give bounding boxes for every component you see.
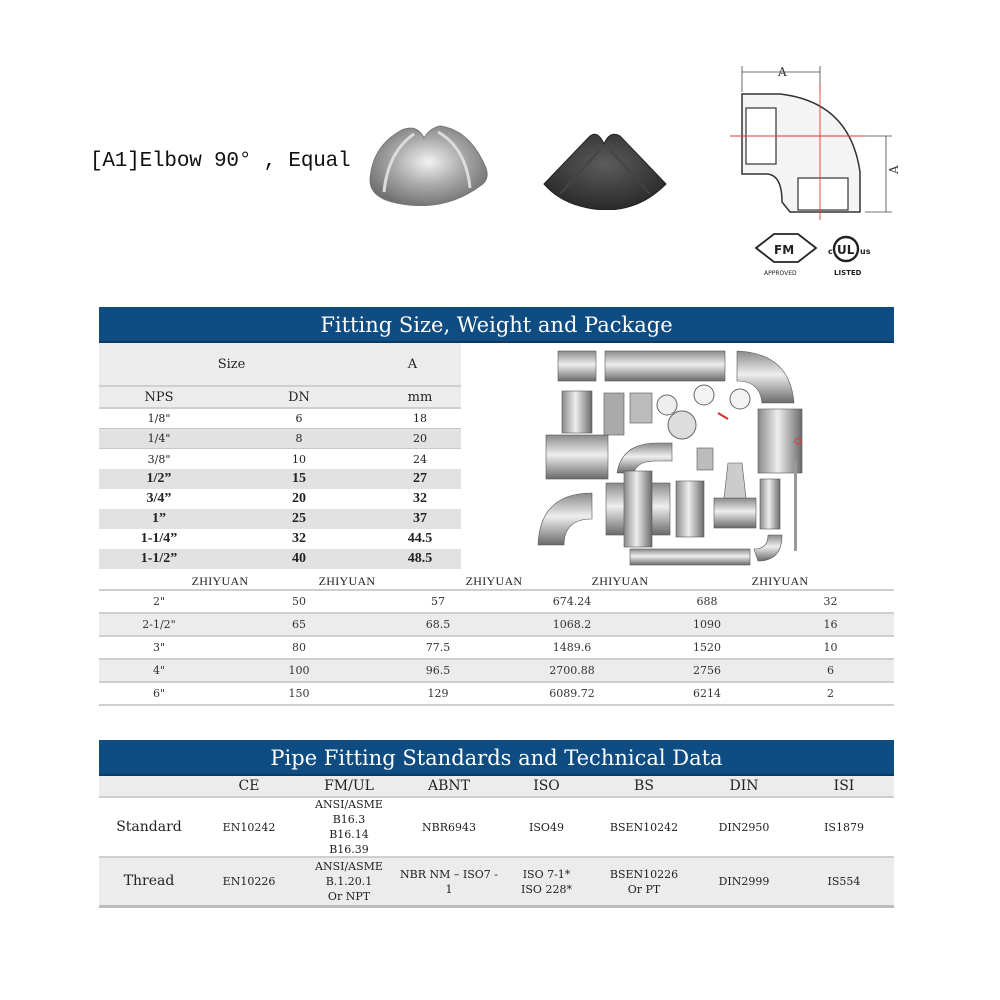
cell-nps: 2-1/2" <box>142 618 176 631</box>
svg-text:UL: UL <box>837 243 855 257</box>
cell-abnt <box>399 867 499 897</box>
cell-mm: 18 <box>413 412 427 425</box>
cell-mm: 32 <box>413 491 427 506</box>
cell-line: Or NPT <box>327 890 371 903</box>
cell-nps: 6" <box>152 687 166 700</box>
cell-line: B16.39 <box>329 843 369 856</box>
svg-text:FM: FM <box>774 243 795 257</box>
table-row-thread <box>99 858 894 908</box>
dimension-drawing <box>720 62 910 292</box>
row-label: Standard <box>116 818 182 835</box>
table-header-row <box>99 387 461 409</box>
svg-text:c: c <box>828 247 833 256</box>
cell-line: ANSI/ASME <box>315 798 383 811</box>
cell-mm: 129 <box>427 687 449 700</box>
cell-value: 6089.72 <box>549 687 595 700</box>
column-header-dn: DN <box>288 389 310 405</box>
table-row <box>99 509 461 529</box>
cell-mm: 24 <box>413 452 427 466</box>
size-header: Size <box>217 356 246 372</box>
cell-line: Or PT <box>627 882 661 896</box>
column-header-iso: ISO <box>533 777 560 794</box>
cell-ce: EN10226 <box>222 875 276 888</box>
cell-value: 6214 <box>693 687 721 700</box>
standards-table <box>99 776 894 908</box>
size-table-small <box>99 343 461 569</box>
cell-value: 1489.6 <box>552 641 592 654</box>
table-header-row <box>99 776 894 798</box>
cell-value: 2700.88 <box>549 664 595 677</box>
table-row <box>99 637 894 660</box>
dimension-label-a-side: A <box>887 165 901 174</box>
cell-line: ISO 7-1* <box>522 867 571 881</box>
table-row <box>99 409 461 429</box>
cell-dn: 6 <box>295 412 303 425</box>
cell-dn: 15 <box>292 471 306 486</box>
svg-text:us: us <box>860 247 871 256</box>
product-title: [A1]Elbow 90° , Equal <box>90 150 351 173</box>
table-row <box>99 660 894 683</box>
cell-din: DIN2950 <box>718 820 770 834</box>
cell-dn: 25 <box>292 511 306 526</box>
cell-mm: 20 <box>413 432 427 445</box>
cell-line: B16.14 <box>329 828 369 841</box>
cell-value: 688 <box>696 595 718 608</box>
cell-iso <box>499 867 594 897</box>
cell-value: 16 <box>823 618 838 631</box>
cell-bs: BSEN10242 <box>609 820 679 834</box>
cell-mm: 57 <box>431 595 445 608</box>
cell-dn: 8 <box>295 432 303 445</box>
cell-nps: 1-1/2” <box>140 551 178 566</box>
cell-dn: 40 <box>292 551 306 566</box>
watermark-row <box>99 573 894 591</box>
cell-bs <box>594 867 694 897</box>
cell-din: DIN2999 <box>718 875 770 888</box>
column-header-ce: CE <box>238 777 260 794</box>
cell-dn: 50 <box>292 595 306 608</box>
cell-mm: 37 <box>413 511 427 526</box>
size-table-large <box>99 591 894 706</box>
column-header-bs: BS <box>634 777 654 794</box>
cell-dn: 32 <box>292 531 306 546</box>
cell-nps: 3" <box>152 641 166 654</box>
cell-value: 10 <box>823 641 838 654</box>
cell-nps: 1” <box>152 511 166 526</box>
table-row <box>99 591 894 614</box>
table-row <box>99 683 894 706</box>
cell-iso: ISO49 <box>529 820 564 834</box>
cell-dn: 65 <box>292 618 306 631</box>
cell-value: 2 <box>827 687 834 700</box>
cell-nps: 3/4” <box>146 491 172 506</box>
cell-fmul <box>299 859 399 904</box>
table-row-standard <box>99 798 894 858</box>
cell-nps: 1/8" <box>147 412 171 425</box>
column-header-nps: NPS <box>144 389 174 405</box>
column-header-fmul: FM/UL <box>324 777 374 794</box>
cell-dn: 20 <box>292 491 306 506</box>
column-header-abnt: ABNT <box>428 777 470 794</box>
cell-value: 2756 <box>693 664 721 677</box>
cell-line: 1 <box>445 882 453 896</box>
cell-line: BSEN10226 <box>609 867 679 881</box>
cell-line: B16.3 <box>332 813 366 826</box>
cell-dn: 150 <box>288 687 310 700</box>
table-row <box>99 489 461 509</box>
cell-nps: 4" <box>152 664 166 677</box>
watermark-text: ZHIYUAN <box>591 574 649 588</box>
section-banner-fitting-size: Fitting Size, Weight and Package <box>99 307 894 343</box>
cell-value: 6 <box>827 664 834 677</box>
galvanized-elbow-image <box>362 118 492 206</box>
row-label: Thread <box>123 873 175 889</box>
svg-text:LISTED: LISTED <box>834 269 862 277</box>
cell-dn: 80 <box>292 641 306 654</box>
cell-mm: 68.5 <box>425 618 451 631</box>
cell-mm: 96.5 <box>425 664 451 677</box>
cell-nps: 2" <box>152 595 166 608</box>
cell-line: ANSI/ASME <box>315 860 383 873</box>
column-header-mm: mm <box>407 389 433 405</box>
cell-nps: 1/2” <box>146 471 172 486</box>
watermark-text: ZHIYUAN <box>191 574 249 588</box>
watermark-text: ZHIYUAN <box>751 574 809 588</box>
table-row <box>99 529 461 549</box>
table-row <box>99 429 461 449</box>
cell-value: 1090 <box>693 618 721 631</box>
cell-line: B.1.20.1 <box>325 875 373 888</box>
cell-mm: 44.5 <box>407 531 433 546</box>
table-row <box>99 614 894 637</box>
cell-nps: 3/8" <box>147 452 171 466</box>
cell-value: 32 <box>823 595 838 608</box>
a-header: A <box>407 356 418 372</box>
watermark-text: ZHIYUAN <box>318 574 376 588</box>
table-row <box>99 469 461 489</box>
section-banner-standards: Pipe Fitting Standards and Technical Data <box>99 740 894 776</box>
cell-mm: 77.5 <box>425 641 451 654</box>
svg-text:APPROVED: APPROVED <box>764 270 797 277</box>
cell-nps: 1-1/4” <box>140 531 178 546</box>
table-row <box>99 449 461 469</box>
black-elbow-image <box>540 122 670 210</box>
cell-mm: 48.5 <box>407 551 433 566</box>
dimension-label-a-top: A <box>778 65 787 79</box>
cell-value: 1068.2 <box>552 618 592 631</box>
cell-dn: 10 <box>292 452 306 466</box>
cell-ce: EN10242 <box>222 820 276 834</box>
cell-isi: IS554 <box>827 875 861 888</box>
cell-abnt: NBR6943 <box>422 820 476 834</box>
cell-mm: 27 <box>413 471 427 486</box>
watermark-text: ZHIYUAN <box>465 574 523 588</box>
cell-nps: 1/4" <box>147 432 171 445</box>
cell-line: ISO 228* <box>521 882 572 896</box>
cell-isi: IS1879 <box>824 820 864 834</box>
table-row <box>99 549 461 569</box>
cell-fmul <box>299 797 399 857</box>
pipes-illustration <box>532 343 822 575</box>
column-header-isi: ISI <box>833 777 855 794</box>
table-group-header <box>99 343 461 387</box>
cell-dn: 100 <box>288 664 310 677</box>
cell-value: 674.24 <box>552 595 592 608</box>
cell-value: 1520 <box>693 641 721 654</box>
cell-line: NBR NM – ISO7 - <box>400 867 498 881</box>
column-header-din: DIN <box>729 777 759 794</box>
